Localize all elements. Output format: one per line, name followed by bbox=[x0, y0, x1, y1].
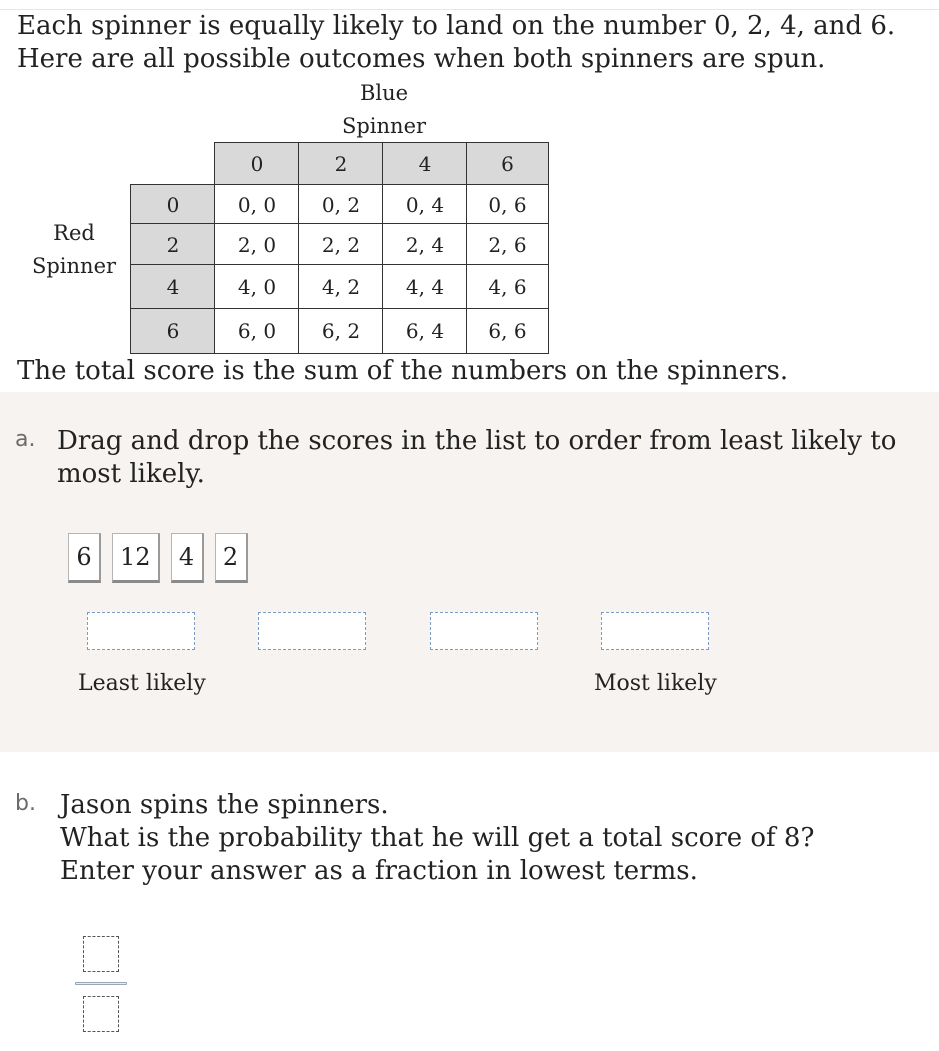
outcome-table bbox=[130, 142, 549, 354]
top-divider bbox=[0, 0, 939, 10]
table-cell: 2, 0 bbox=[214, 223, 300, 266]
table-cell: 4, 6 bbox=[466, 264, 549, 310]
table-cell: 4, 2 bbox=[298, 264, 384, 310]
total-score-note: The total score is the sum of the numbers on the spinners. bbox=[17, 356, 789, 386]
table-cell: 6, 2 bbox=[298, 308, 384, 354]
score-tile[interactable]: 4 bbox=[171, 533, 204, 583]
table-cell: 2, 6 bbox=[466, 223, 549, 266]
table-cell: 2, 4 bbox=[382, 223, 468, 266]
row-header: 6 bbox=[130, 308, 216, 354]
part-a-prompt bbox=[57, 425, 896, 491]
column-header: 0 bbox=[214, 142, 300, 186]
table-cell: 0, 0 bbox=[214, 184, 300, 225]
numerator-input[interactable] bbox=[83, 936, 119, 972]
intro-line-2: Here are all possible outcomes when both spinners are spun. bbox=[17, 44, 826, 74]
part-a-line-2: most likely. bbox=[57, 459, 205, 489]
table-cell: 0, 2 bbox=[298, 184, 384, 225]
drop-slot-1[interactable] bbox=[87, 612, 195, 650]
drop-slot-4[interactable] bbox=[601, 612, 709, 650]
row-header: 2 bbox=[130, 223, 216, 266]
table-cell: 2, 2 bbox=[298, 223, 384, 266]
column-header: 2 bbox=[298, 142, 384, 186]
part-a-line-1: Drag and drop the scores in the list to order from least likely to bbox=[57, 426, 897, 456]
row-header: 0 bbox=[130, 184, 216, 225]
red-label-line-2: Spinner bbox=[31, 254, 117, 278]
denominator-input[interactable] bbox=[83, 996, 119, 1032]
score-tile[interactable]: 6 bbox=[68, 533, 101, 583]
blue-label-line-2: Spinner bbox=[341, 114, 427, 138]
table-cell: 4, 4 bbox=[382, 264, 468, 310]
blue-label-line-1: Blue bbox=[359, 81, 409, 105]
intro-line-1: Each spinner is equally likely to land on the number 0, 2, 4, and 6. bbox=[17, 11, 896, 41]
drop-slot-2[interactable] bbox=[258, 612, 366, 650]
part-b-line-1: Jason spins the spinners. bbox=[60, 790, 389, 820]
red-spinner-label bbox=[22, 217, 126, 283]
fraction-answer bbox=[75, 935, 127, 1035]
fraction-bar bbox=[75, 982, 127, 985]
part-b-line-3: Enter your answer as a fraction in lowest terms. bbox=[60, 856, 698, 886]
score-tile-list bbox=[68, 533, 248, 583]
table-cell: 6, 4 bbox=[382, 308, 468, 354]
part-b-letter: b. bbox=[15, 791, 36, 816]
score-tile[interactable]: 12 bbox=[112, 533, 160, 583]
part-b-line-2: What is the probability that he will get a total score of 8? bbox=[60, 823, 815, 853]
table-cell: 0, 4 bbox=[382, 184, 468, 225]
table-cell: 6, 6 bbox=[466, 308, 549, 354]
table-cell: 0, 6 bbox=[466, 184, 549, 225]
part-a-letter: a. bbox=[15, 427, 36, 452]
table-cell: 6, 0 bbox=[214, 308, 300, 354]
part-b-prompt bbox=[60, 789, 814, 888]
least-likely-label: Least likely bbox=[78, 671, 206, 696]
blue-spinner-label bbox=[330, 77, 438, 143]
row-header: 4 bbox=[130, 264, 216, 310]
red-label-line-1: Red bbox=[53, 221, 95, 245]
drop-slot-3[interactable] bbox=[430, 612, 538, 650]
table-cell: 4, 0 bbox=[214, 264, 300, 310]
score-tile[interactable]: 2 bbox=[215, 533, 248, 583]
column-header: 6 bbox=[466, 142, 549, 186]
column-header: 4 bbox=[382, 142, 468, 186]
most-likely-label: Most likely bbox=[594, 671, 717, 696]
problem-intro bbox=[17, 10, 927, 76]
